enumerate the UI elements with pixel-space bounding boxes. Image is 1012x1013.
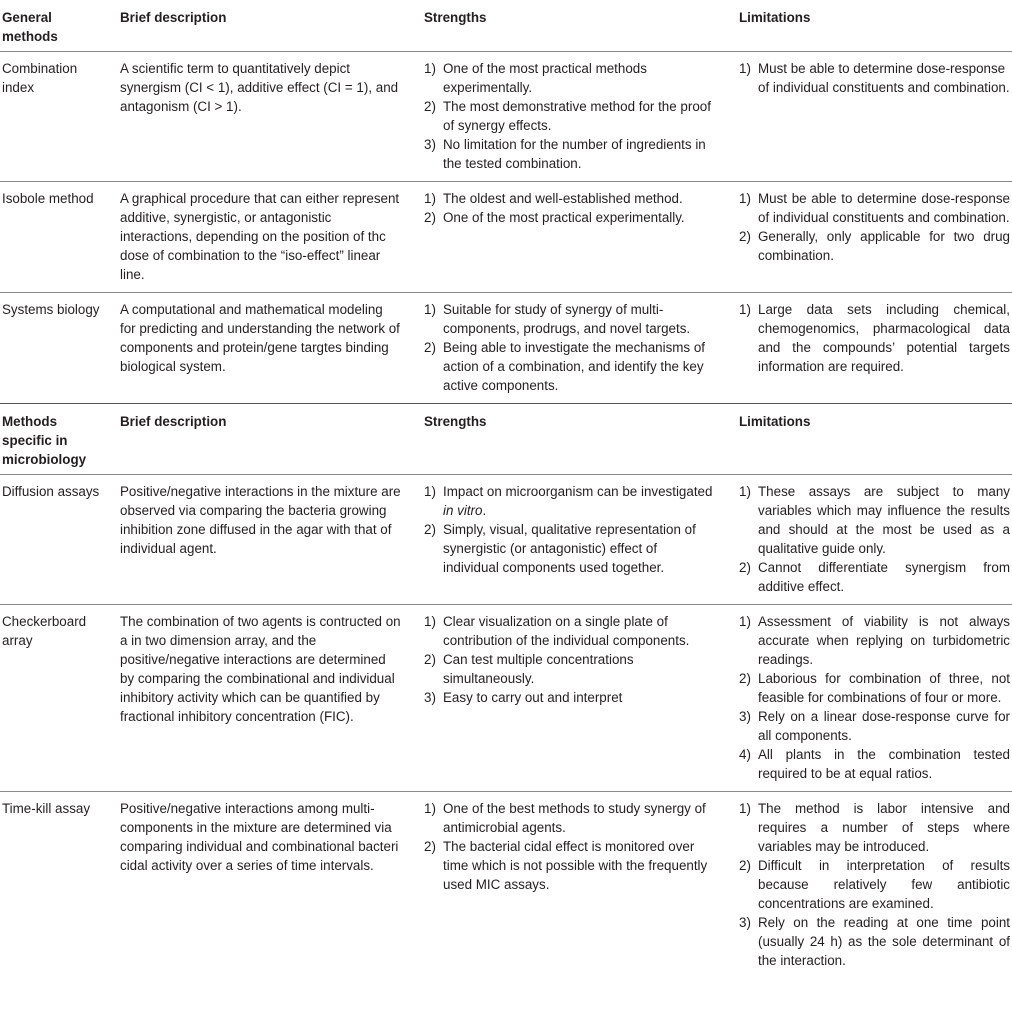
list-item: 2) The most demonstrative method for the proof of synergy effects.	[424, 99, 711, 133]
limitations-list	[739, 59, 1010, 97]
method-description: Positive/negative interactions in the mixture are observed via comparing the bacteria growing inhibition zone diffused in the agar with that of individual agent.	[120, 484, 401, 556]
table-row	[0, 605, 1012, 792]
table-row	[0, 293, 1012, 404]
strengths-list	[424, 799, 716, 894]
limitations-list	[739, 189, 1010, 265]
list-item: 1) Assessment of viability is not always accurate when replying on turbidometric readings.	[739, 614, 1010, 667]
method-description: A scientific term to quantitatively depict synergism (CI < 1), additive effect (CI = 1), and antagonism (CI > 1).	[120, 61, 399, 114]
header-strengths: Strengths	[424, 10, 487, 25]
header-methods: Methods specific in microbiology	[2, 414, 87, 467]
list-item: 1) The oldest and well-established method.	[424, 191, 683, 206]
method-description: Positive/negative interactions among multi-components in the mixture are determined via comparing individual and combinational bacteri cidal activity over a series of time intervals.	[120, 801, 399, 873]
list-item: 1) One of the best methods to study synergy of antimicrobial agents.	[424, 801, 706, 835]
strengths-list	[424, 612, 716, 707]
list-item: 2) Difficult in interpretation of results because relatively few antibiotic concentrations are examined.	[739, 858, 1010, 911]
list-item: 1) Impact on microorganism can be investigated in vitro.	[424, 484, 713, 518]
table-row	[0, 792, 1012, 979]
method-description: A computational and mathematical modeling for predicting and understanding the network of components and protein/gene targtes binding biological system.	[120, 302, 400, 374]
list-item: 2) Simply, visual, qualitative representation of synergistic (or antagonistic) effect of individual components used together.	[424, 522, 696, 575]
header-strengths: Strengths	[424, 414, 487, 429]
list-item: 1) Must be able to determine dose-response of individual constituents and combination.	[739, 191, 1010, 225]
strengths-list	[424, 59, 716, 173]
method-name: Time-kill assay	[2, 801, 91, 816]
list-item: 1) One of the most practical methods experimentally.	[424, 61, 647, 95]
method-description: The combination of two agents is contructed on a in two dimension array, and the positive/negative interactions are determined by comparing the combinational and individual inhibitory activity which can be quantified by fractional inhibitory concentration (FIC).	[120, 614, 401, 724]
table-header-microbiology	[0, 404, 1012, 475]
limitations-list	[739, 612, 1010, 783]
list-item: 1) Clear visualization on a single plate of contribution of the individual components.	[424, 614, 690, 648]
list-item: 1) These assays are subject to many variables which may influence the results and should at the most be used as a qualitative guide only.	[739, 484, 1010, 556]
list-item: 1) Large data sets including chemical, chemogenomics, pharmacological data and the compounds’ potential targets information are required.	[739, 302, 1010, 374]
method-name: Systems biology	[2, 302, 100, 317]
table-row	[0, 182, 1012, 293]
list-item: 2) Cannot differentiate synergism from additive effect.	[739, 560, 1010, 594]
method-description: A graphical procedure that can either represent additive, synergistic, or antagonistic interactions, depending on the position of thc dose of combination to the “iso-effect” linear line.	[120, 191, 400, 282]
strengths-list	[424, 300, 716, 395]
strengths-list	[424, 189, 716, 227]
list-item: 3) Rely on a linear dose-response curve for all components.	[739, 709, 1010, 743]
list-item: 1) Suitable for study of synergy of multi-components, prodrugs, and novel targets.	[424, 302, 691, 336]
header-limitations: Limitations	[739, 414, 811, 429]
list-item: 1) The method is labor intensive and requires a number of steps where variables may be introduced.	[739, 801, 1010, 854]
strengths-list	[424, 482, 716, 577]
list-item: 1) Must be able to determine dose-response of individual constituents and combination.	[739, 61, 1010, 95]
list-item: 2) One of the most practical experimentally.	[424, 210, 685, 225]
table-row	[0, 475, 1012, 605]
table-row	[0, 52, 1012, 182]
list-item: 3) Rely on the reading at one time point (usually 24 h) as the sole determinant of the interaction.	[739, 915, 1010, 968]
list-item: 2) The bacterial cidal effect is monitored over time which is not possible with the frequently used MIC assays.	[424, 839, 708, 892]
method-name: Diffusion assays	[2, 484, 100, 499]
list-item: 4) All plants in the combination tested required to be at equal ratios.	[739, 747, 1010, 781]
list-item: 2) Being able to investigate the mechanisms of action of a combination, and identify the key active components.	[424, 340, 706, 393]
limitations-list	[739, 482, 1010, 596]
list-item: 3) No limitation for the number of ingredients in the tested combination.	[424, 137, 706, 171]
limitations-list	[739, 799, 1010, 970]
list-item: 2) Can test multiple concentrations simultaneously.	[424, 652, 634, 686]
header-limitations: Limitations	[739, 10, 811, 25]
method-name: Checkerboard array	[2, 614, 87, 648]
list-item: 2) Generally, only applicable for two drug combination.	[739, 229, 1010, 263]
list-item: 2) Laborious for combination of three, not feasible for combinations of four or more.	[739, 671, 1010, 705]
limitations-list	[739, 300, 1010, 376]
header-description: Brief description	[120, 10, 227, 25]
list-item: 3) Easy to carry out and interpret	[424, 690, 623, 705]
table-header-general	[0, 0, 1012, 52]
header-methods: General methods	[2, 10, 58, 44]
method-name: Combination index	[2, 61, 78, 95]
method-name: Isobole method	[2, 191, 94, 206]
header-description: Brief description	[120, 414, 227, 429]
